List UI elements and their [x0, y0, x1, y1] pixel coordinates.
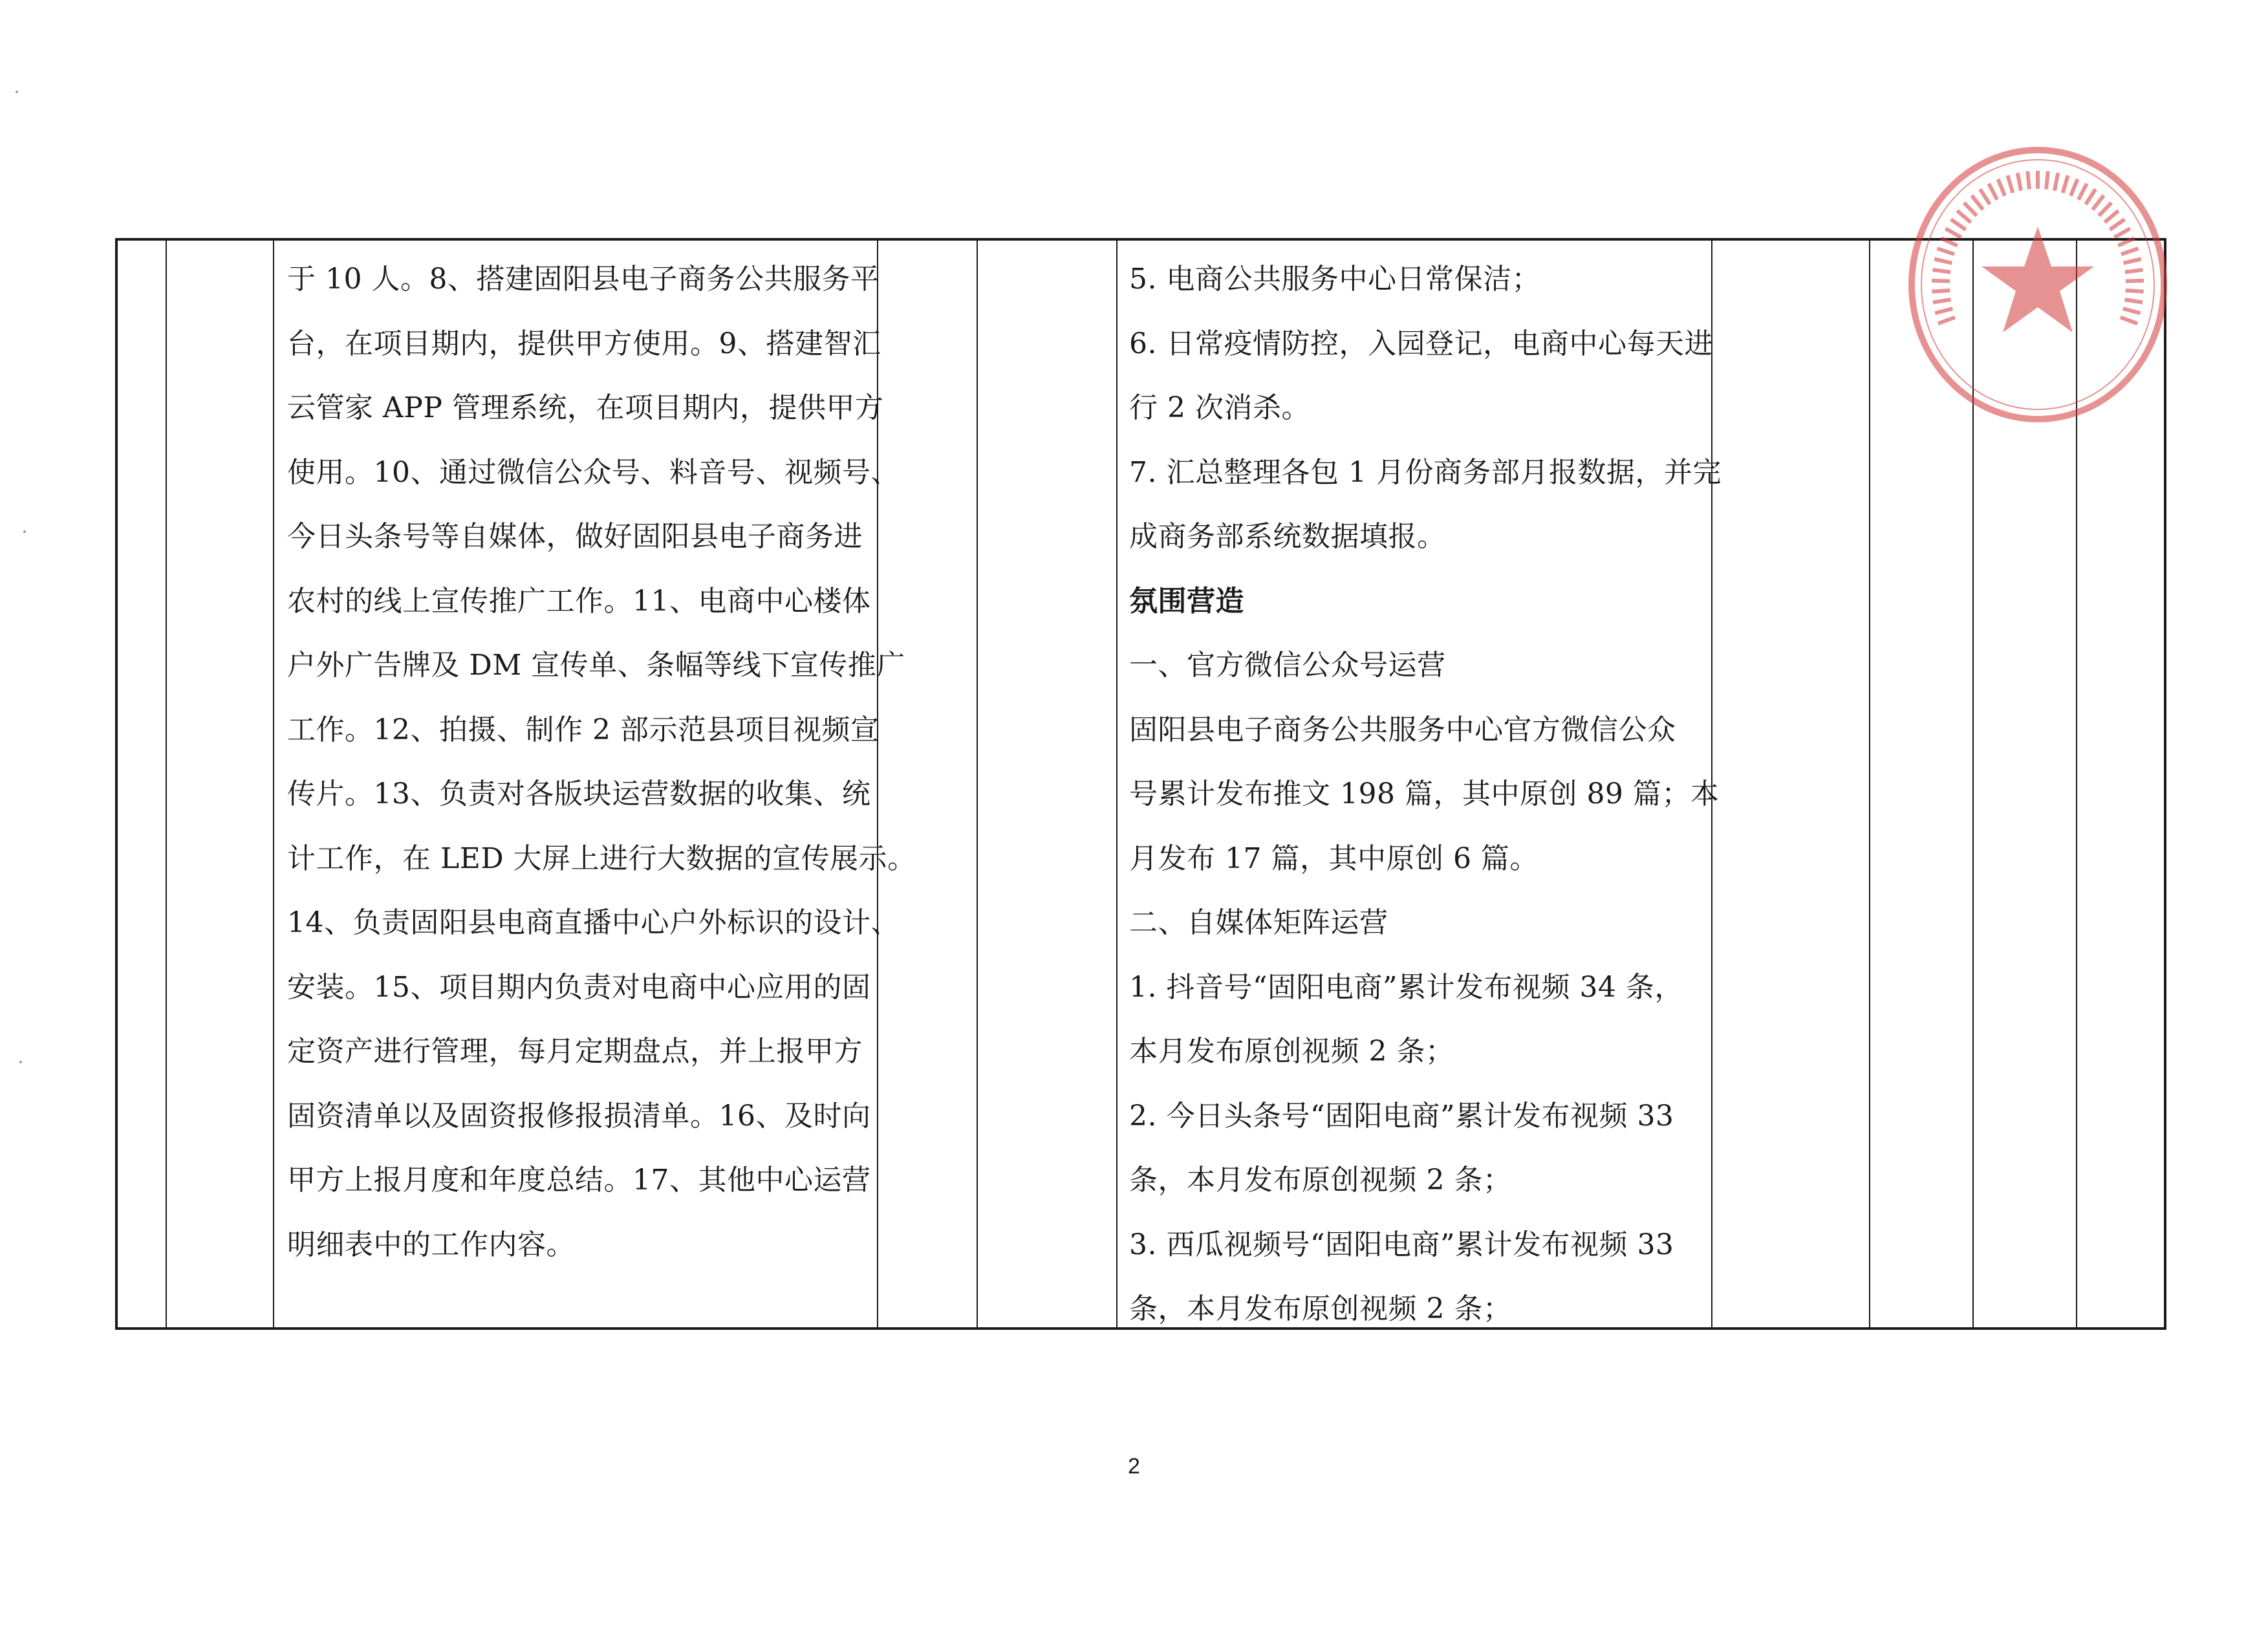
- text-line: 工作。12、拍摄、制作 2 部示范县项目视频宣: [287, 713, 880, 746]
- scan-speck: [16, 91, 18, 93]
- text-line: 使用。10、通过微信公众号、料音号、视频号、: [287, 455, 900, 489]
- text-line: 本月发布原创视频 2 条；: [1129, 1035, 1454, 1068]
- column-divider: [1869, 241, 1870, 1327]
- column-divider: [166, 241, 167, 1327]
- text-line: 户外广告牌及 DM 宣传单、条幅等线下宣传推广: [287, 649, 905, 682]
- section-heading: 氛围营造: [1129, 584, 1244, 618]
- text-line: 农村的线上宣传推广工作。11、电商中心楼体: [287, 584, 871, 618]
- text-line: 号累计发布推文 198 篇，其中原创 89 篇；本: [1129, 777, 1720, 810]
- text-line: 条，本月发布原创视频 2 条；: [1129, 1292, 1512, 1325]
- text-line: 固阳县电子商务公共服务中心官方微信公众: [1129, 713, 1676, 746]
- work-content-table: [115, 238, 2166, 1330]
- text-line: 二、自媒体矩阵运营: [1129, 906, 1388, 939]
- text-line: 一、官方微信公众号运营: [1129, 649, 1446, 682]
- text-line: 甲方上报月度和年度总结。17、其他中心运营: [287, 1164, 871, 1197]
- scan-speck: [23, 530, 26, 533]
- text-line: 月发布 17 篇，其中原创 6 篇。: [1129, 841, 1539, 875]
- text-line: 14、负责固阳县电商直播中心户外标识的设计、: [287, 906, 900, 939]
- text-line: 于 10 人。8、搭建固阳县电子商务公共服务平: [287, 263, 880, 296]
- text-line: 2. 今日头条号“固阳电商”累计发布视频 33: [1129, 1099, 1674, 1133]
- text-line: 传片。13、负责对各版块运营数据的收集、统: [287, 777, 871, 810]
- text-line: 今日头条号等自媒体，做好固阳县电子商务进: [287, 520, 863, 553]
- service-content-cell: [287, 247, 916, 1277]
- text-line: 固资清单以及固资报修报损清单。16、及时向: [287, 1099, 871, 1133]
- star-icon: [1982, 226, 2094, 332]
- column-divider: [1116, 241, 1118, 1327]
- text-line: 定资产进行管理，每月定期盘点，并上报甲方: [287, 1035, 863, 1068]
- text-line: 5. 电商公共服务中心日常保洁；: [1129, 263, 1540, 296]
- text-line: 行 2 次消杀。: [1129, 391, 1310, 424]
- text-line: 6. 日常疫情防控，入园登记，电商中心每天进: [1129, 327, 1713, 360]
- text-line: 条，本月发布原创视频 2 条；: [1129, 1164, 1512, 1197]
- page-number: 2: [1128, 1454, 1140, 1479]
- text-line: 成商务部系统数据填报。: [1129, 520, 1446, 553]
- text-line: 明细表中的工作内容。: [287, 1228, 575, 1261]
- text-line: 计工作，在 LED 大屏上进行大数据的宣传展示。: [287, 841, 916, 875]
- text-line: 1. 抖音号“固阳电商”累计发布视频 34 条，: [1129, 970, 1683, 1004]
- text-line: 7. 汇总整理各包 1 月份商务部月报数据，并完: [1129, 455, 1722, 489]
- text-line: 台，在项目期内，提供甲方使用。9、搭建智汇: [287, 327, 881, 360]
- scan-speck: [19, 1061, 22, 1063]
- text-line: 3. 西瓜视频号“固阳电商”累计发布视频 33: [1129, 1228, 1674, 1261]
- text-line: 云管家 APP 管理系统，在项目期内，提供甲方: [287, 391, 884, 424]
- text-line: 安装。15、项目期内负责对电商中心应用的固: [287, 970, 871, 1004]
- column-divider: [273, 241, 274, 1327]
- monthly-work-cell: [1129, 247, 1722, 1341]
- column-divider: [977, 241, 978, 1327]
- official-seal: [1899, 129, 2177, 433]
